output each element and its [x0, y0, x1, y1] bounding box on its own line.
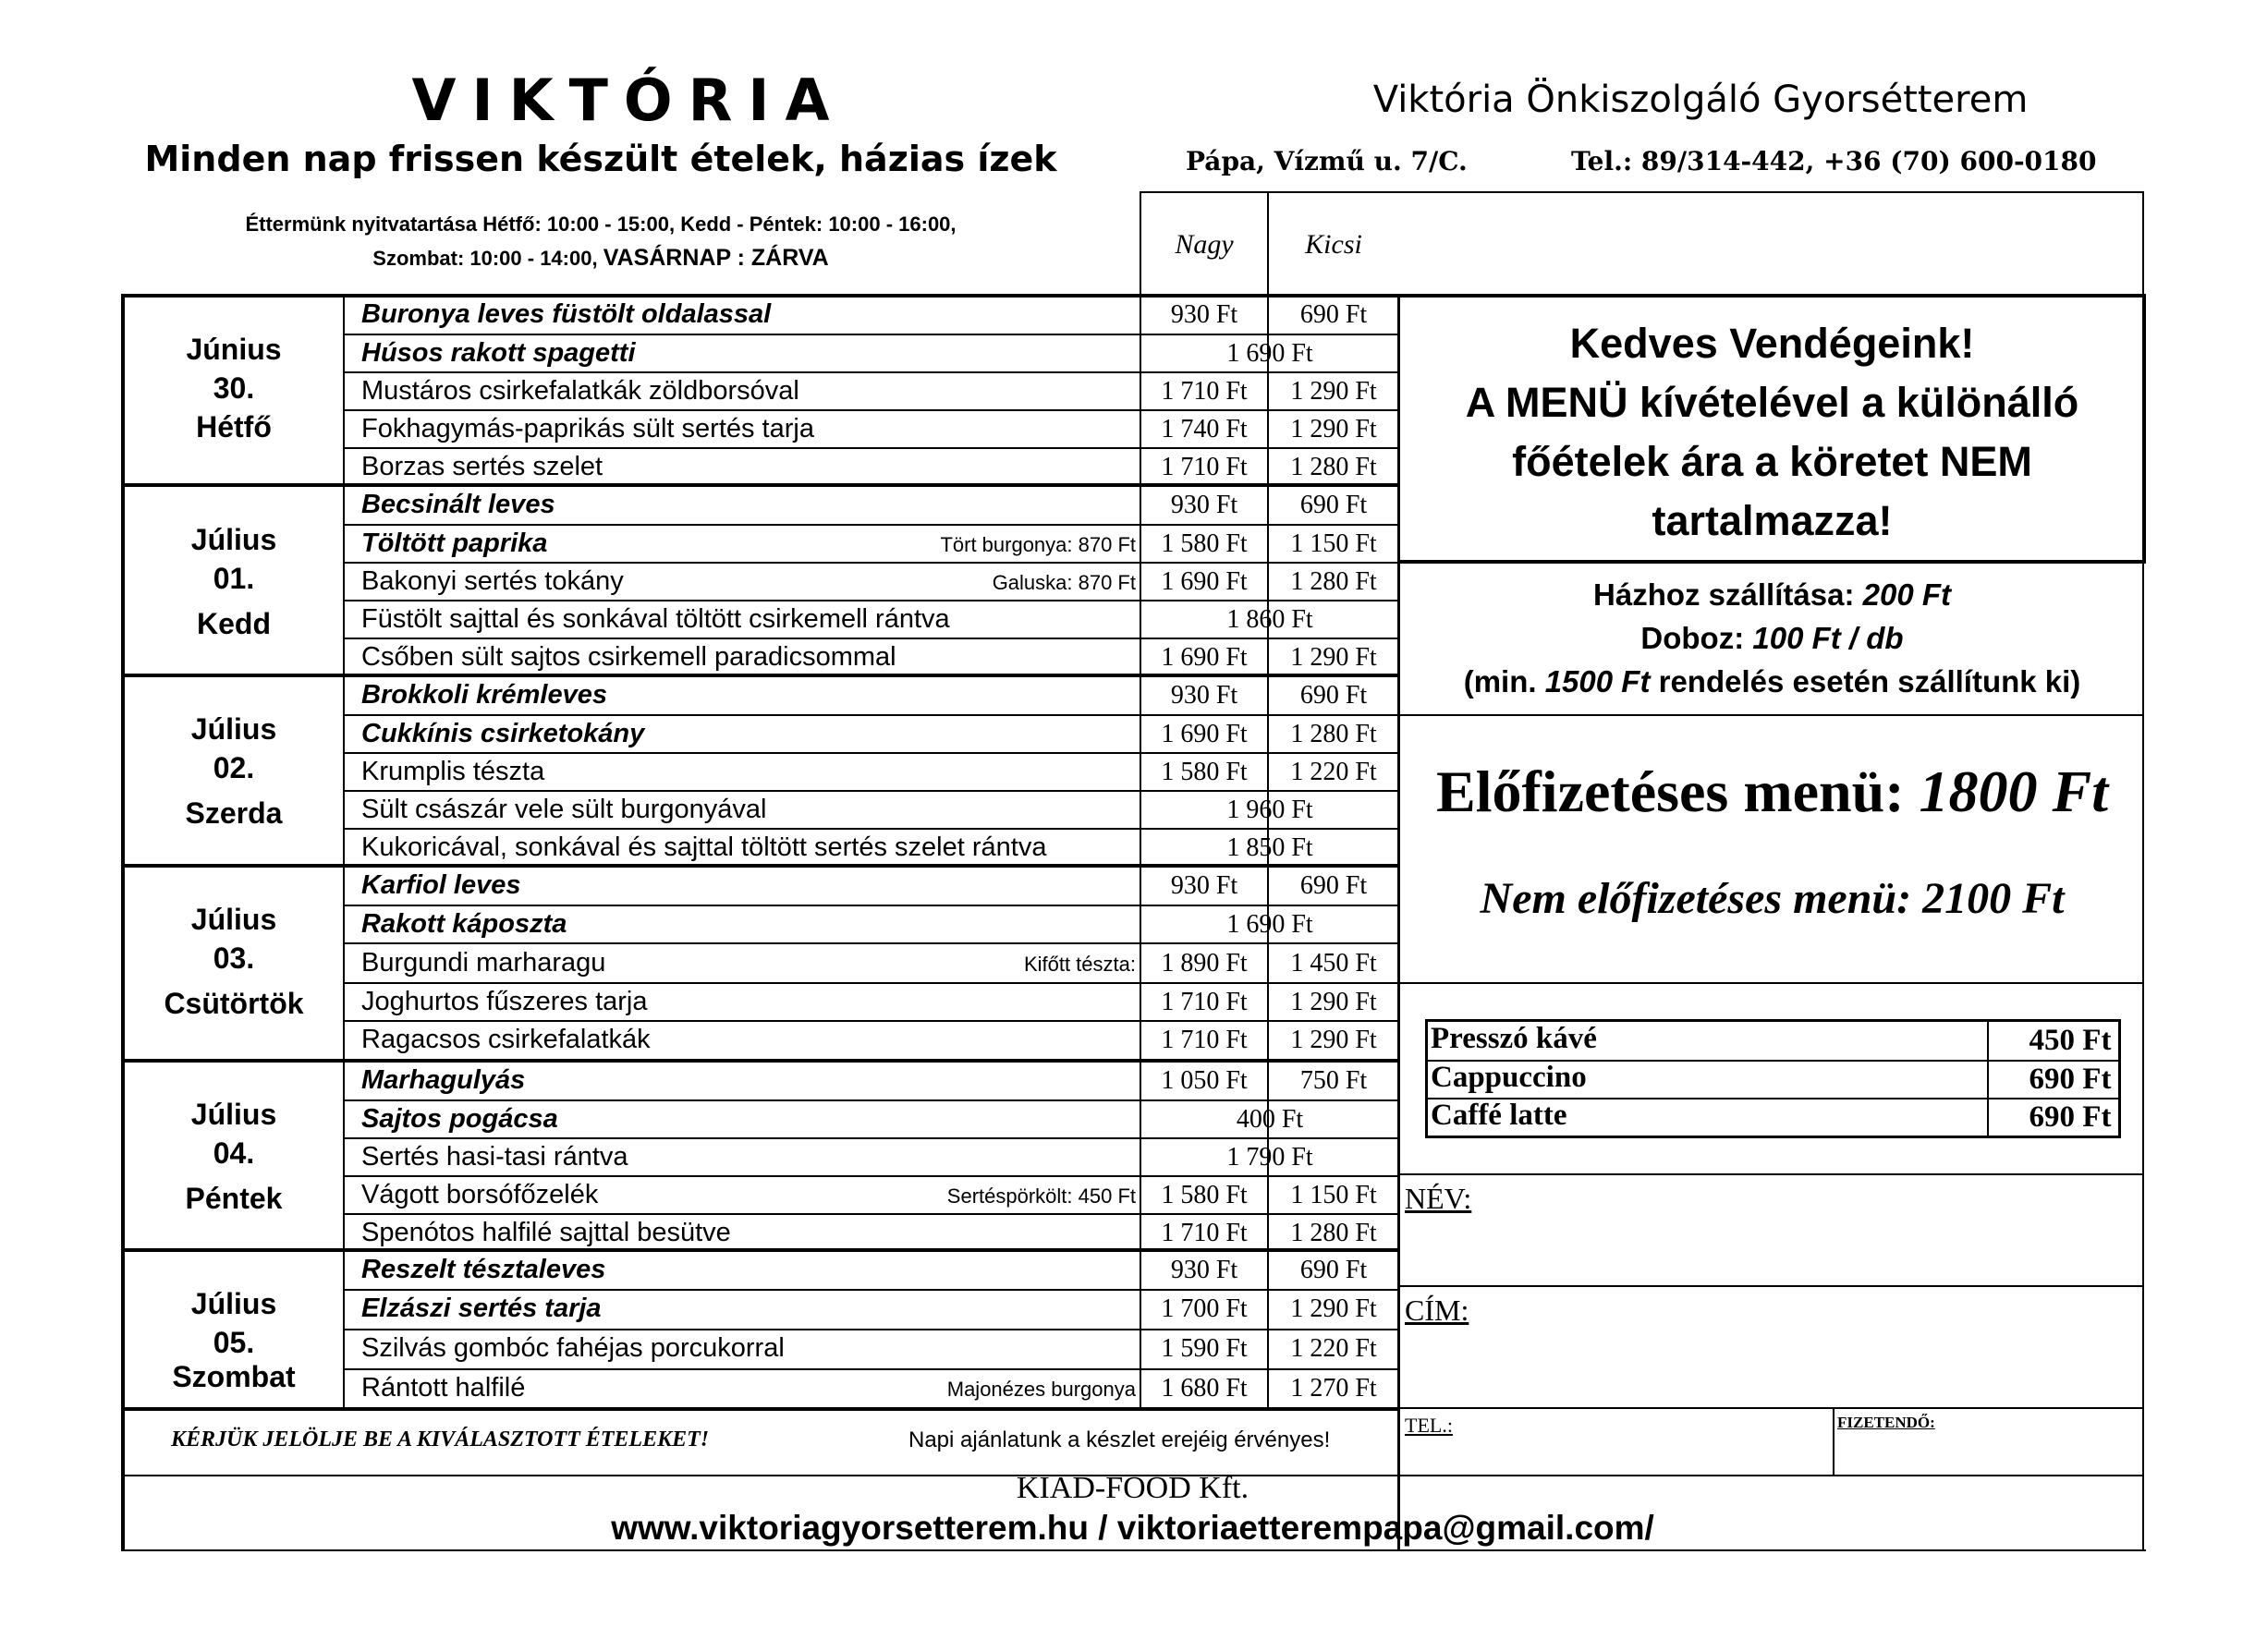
price-small: 1 280 Ft	[1290, 453, 1377, 481]
side-dish-note: Majonézes burgonya	[946, 1378, 1136, 1401]
price-small: 1 450 Ft	[1290, 949, 1377, 978]
price-single: 400 Ft	[1236, 1105, 1304, 1134]
price-small: 1 290 Ft	[1290, 377, 1377, 406]
dish-name: Csőben sült sajtos csirkemell paradicsommal	[361, 642, 896, 672]
menu-row[interactable]	[345, 715, 1398, 753]
menu-row[interactable]	[345, 944, 1398, 982]
subscription-price: 1800 Ft	[1919, 759, 2108, 824]
day-label: Július 03. Csütörtök	[164, 903, 304, 1020]
address: Pápa, Vízmű u. 7/C.	[1186, 146, 1468, 176]
coffee-price: 690 Ft	[2029, 1063, 2112, 1096]
coffee-item: Caffé latte	[1431, 1099, 1567, 1132]
price-big: 930 Ft	[1170, 681, 1238, 710]
price-small: 1 290 Ft	[1290, 988, 1377, 1016]
price-big: 1 740 Ft	[1161, 415, 1248, 443]
day-label: Július 05. Szombat	[172, 1287, 296, 1393]
price-single: 1 850 Ft	[1226, 833, 1313, 862]
menu-row[interactable]	[345, 1290, 1398, 1328]
menu-row[interactable]	[345, 601, 1398, 638]
price-small: 1 220 Ft	[1290, 758, 1377, 786]
day-label: Július 04. Péntek	[185, 1098, 283, 1215]
menu-row[interactable]	[345, 1100, 1398, 1138]
dish-name: Kukoricával, sonkával és sajttal töltött sertés szelet rántva	[361, 832, 1047, 862]
price-small: 690 Ft	[1299, 871, 1368, 900]
delivery-info	[1400, 573, 2144, 703]
menu-row[interactable]	[345, 1251, 1398, 1289]
subscription-menu-price: Előfizetéses menü: 1800 Ft	[1436, 759, 2108, 824]
price-big: 1 580 Ft	[1161, 758, 1248, 786]
price-small: 1 270 Ft	[1290, 1374, 1377, 1403]
dish-name: Rakott káposzta	[361, 909, 567, 939]
menu-row[interactable]	[345, 1021, 1398, 1059]
sunday-closed: VASÁRNAP : ZÁRVA	[603, 245, 829, 271]
notice-greeting: Kedves Vendégeink!	[1569, 320, 1975, 367]
slogan: Minden nap frissen készült ételek, házias ízek	[144, 139, 1057, 179]
menu-row[interactable]	[345, 829, 1398, 867]
dish-name: Krumplis tészta	[361, 757, 545, 786]
dish-name: Sertés hasi-tasi rántva	[361, 1142, 628, 1172]
dish-name: Mustáros csirkefalatkák zöldborsóval	[361, 376, 799, 406]
menu-row[interactable]	[345, 563, 1398, 601]
mark-instruction: KÉRJÜK JELÖLJE BE A KIVÁLASZTOTT ÉTELEKET!	[171, 1427, 710, 1452]
price-big: 1 890 Ft	[1161, 949, 1248, 978]
price-big: 1 050 Ft	[1161, 1066, 1248, 1095]
dish-name: Spenótos halfilé sajttal besütve	[361, 1218, 731, 1247]
dish-name: Karfiol leves	[361, 870, 521, 900]
dish-name: Sült császár vele sült burgonyával	[361, 795, 767, 824]
price-small: 1 290 Ft	[1290, 1026, 1377, 1054]
notice-text: tartalmazza!	[1652, 497, 1893, 544]
price-small: 690 Ft	[1299, 300, 1368, 329]
price-small: 690 Ft	[1299, 1256, 1368, 1284]
menu-row[interactable]	[345, 486, 1398, 524]
menu-row[interactable]	[345, 372, 1398, 410]
menu-row[interactable]	[345, 983, 1398, 1021]
dish-name: Brokkoli krémleves	[361, 680, 607, 710]
menu-row[interactable]	[345, 296, 1398, 334]
dish-name: Bakonyi sertés tokány	[361, 566, 624, 596]
day-label: Július 02. Szerda	[185, 712, 283, 830]
dish-name: Vágott borsófőzelék	[361, 1180, 599, 1209]
dish-name: Rántott halfilé	[361, 1373, 526, 1403]
dish-name: Burgundi marharagu	[361, 948, 606, 978]
brand-title: VIKTÓRIA	[411, 67, 846, 134]
price-big: 1 710 Ft	[1161, 453, 1248, 481]
min-order-value: 1500 Ft	[1544, 664, 1651, 698]
menu-row[interactable]	[345, 753, 1398, 791]
dish-name: Becsinált leves	[361, 490, 555, 519]
opening-hours-line2	[139, 245, 1063, 272]
price-big: 1 710 Ft	[1161, 1026, 1248, 1054]
min-order-prefix: (min.	[1463, 664, 1537, 698]
column-header-big: Nagy	[1175, 229, 1234, 260]
min-order-suffix: rendelés esetén szállítunk ki)	[1658, 664, 2081, 698]
menu-row[interactable]	[345, 638, 1398, 676]
menu-row[interactable]	[345, 1138, 1398, 1176]
dish-name: Sajtos pogácsa	[361, 1104, 558, 1134]
price-big: 1 580 Ft	[1161, 1181, 1248, 1209]
price-big: 1 690 Ft	[1161, 567, 1248, 596]
notice-box	[1400, 314, 2144, 551]
dish-name: Szilvás gombóc fahéjas porcukorral	[361, 1333, 785, 1363]
dish-name: Fokhagymás-paprikás sült sertés tarja	[361, 414, 814, 443]
day-label: Július 01. Kedd	[190, 523, 277, 640]
price-small: 690 Ft	[1299, 491, 1368, 519]
payable-field-label: FIZETENDŐ:	[1837, 1414, 1935, 1431]
price-small: 1 290 Ft	[1290, 415, 1377, 443]
price-small: 1 290 Ft	[1290, 643, 1377, 672]
price-single: 1 860 Ft	[1226, 605, 1313, 634]
price-big: 1 710 Ft	[1161, 377, 1248, 406]
price-big: 930 Ft	[1170, 491, 1238, 519]
price-small: 1 280 Ft	[1290, 720, 1377, 748]
price-single: 1 960 Ft	[1226, 796, 1313, 824]
side-dish-note: Kifőtt tészta:	[1023, 953, 1136, 976]
price-big: 930 Ft	[1170, 1256, 1238, 1284]
dish-name: Ragacsos csirkefalatkák	[361, 1025, 651, 1054]
price-big: 1 580 Ft	[1161, 529, 1248, 558]
phone: Tel.: 89/314-442, +36 (70) 600-0180	[1571, 146, 2097, 176]
notice-text: főételek ára a köretet NEM	[1512, 438, 2032, 485]
price-big: 930 Ft	[1170, 871, 1238, 900]
price-big: 1 690 Ft	[1161, 643, 1248, 672]
menu-row[interactable]	[345, 905, 1398, 943]
price-small: 1 150 Ft	[1290, 529, 1377, 558]
menu-row[interactable]	[345, 1214, 1398, 1252]
menu-row[interactable]	[345, 867, 1398, 905]
price-small: 1 290 Ft	[1290, 1294, 1377, 1323]
price-small: 1 280 Ft	[1290, 567, 1377, 596]
company-name: KIAD-FOOD Kft.	[1016, 1471, 1249, 1505]
price-single: 1 790 Ft	[1226, 1143, 1313, 1172]
day-label: Június 30. Hétfő	[186, 333, 282, 443]
price-big: 1 700 Ft	[1161, 1294, 1248, 1323]
delivery-fee: 200 Ft	[1862, 577, 1951, 612]
dish-name: Füstölt sajttal és sonkával töltött csirkemell rántva	[361, 604, 950, 634]
non-subscription-menu-price: Nem előfizetéses menü: 2100 Ft	[1480, 874, 2065, 923]
name-field-label: NÉV:	[1405, 1182, 1472, 1215]
price-small: 1 280 Ft	[1290, 1219, 1377, 1247]
phone-field-label: TEL.:	[1405, 1414, 1453, 1437]
menu-row[interactable]	[345, 410, 1398, 448]
saturday-hours: Szombat: 10:00 - 14:00,	[372, 247, 598, 270]
coffee-item: Presszó kávé	[1431, 1022, 1597, 1055]
menu-row[interactable]	[345, 1330, 1398, 1367]
validity-note: Napi ajánlatunk a készlet erejéig érvényes!	[908, 1427, 1331, 1452]
price-big: 1 710 Ft	[1161, 1219, 1248, 1247]
side-dish-note: Tört burgonya: 870 Ft	[940, 533, 1136, 556]
price-big: 1 680 Ft	[1161, 1374, 1248, 1403]
restaurant-name: Viktória Önkiszolgáló Gyorsétterem	[1372, 79, 2029, 121]
menu-row[interactable]	[345, 525, 1398, 563]
dish-name: Elzászi sertés tarja	[361, 1294, 602, 1323]
price-single: 1 690 Ft	[1226, 910, 1313, 939]
price-big: 930 Ft	[1170, 300, 1238, 329]
price-small: 750 Ft	[1299, 1066, 1368, 1095]
price-small: 1 150 Ft	[1290, 1181, 1377, 1209]
address-field-label: CÍM:	[1405, 1294, 1469, 1327]
menu-row[interactable]	[345, 1369, 1398, 1407]
side-dish-note: Sertéspörkölt: 450 Ft	[946, 1184, 1136, 1208]
column-header-small: Kicsi	[1305, 229, 1362, 260]
menu-row[interactable]	[345, 791, 1398, 829]
price-small: 1 220 Ft	[1290, 1334, 1377, 1363]
price-big: 1 690 Ft	[1161, 720, 1248, 748]
dish-name: Buronya leves füstölt oldalassal	[361, 299, 772, 329]
side-dish-note: Galuska: 870 Ft	[992, 571, 1136, 594]
price-single: 1 690 Ft	[1226, 339, 1313, 368]
dish-name: Reszelt tésztaleves	[361, 1255, 606, 1284]
coffee-price: 690 Ft	[2029, 1100, 2112, 1134]
price-small: 690 Ft	[1299, 681, 1368, 710]
box-fee: 100 Ft / db	[1752, 621, 1904, 655]
menu-row[interactable]	[345, 1176, 1398, 1214]
menu-row[interactable]	[345, 1062, 1398, 1099]
dish-name: Joghurtos fűszeres tarja	[361, 987, 648, 1016]
dish-name: Cukkínis csirketokány	[361, 719, 645, 748]
opening-hours-line1: Éttermünk nyitvatartása Hétfő: 10:00 - 15:00, Kedd - Péntek: 10:00 - 16:00,	[245, 213, 957, 236]
dish-name: Marhagulyás	[361, 1065, 526, 1095]
menu-row[interactable]	[345, 334, 1398, 372]
notice-text: A MENÜ kívételével a különálló	[1465, 379, 2079, 426]
dish-name: Húsos rakott spagetti	[361, 338, 636, 368]
price-big: 1 710 Ft	[1161, 988, 1248, 1016]
menu-row[interactable]	[345, 448, 1398, 486]
coffee-item: Cappuccino	[1431, 1061, 1587, 1094]
menu-row[interactable]	[345, 676, 1398, 714]
delivery-label: Házhoz szállítása:	[1593, 577, 1855, 612]
coffee-price: 450 Ft	[2029, 1024, 2112, 1057]
price-big: 1 590 Ft	[1161, 1334, 1248, 1363]
dish-name: Töltött paprika	[361, 528, 548, 558]
website-email: www.viktoriagyorsetterem.hu / viktoriaetterempapa@gmail.com/	[611, 1509, 1654, 1547]
dish-name: Borzas sertés szelet	[361, 452, 603, 481]
box-label: Doboz:	[1640, 621, 1745, 655]
